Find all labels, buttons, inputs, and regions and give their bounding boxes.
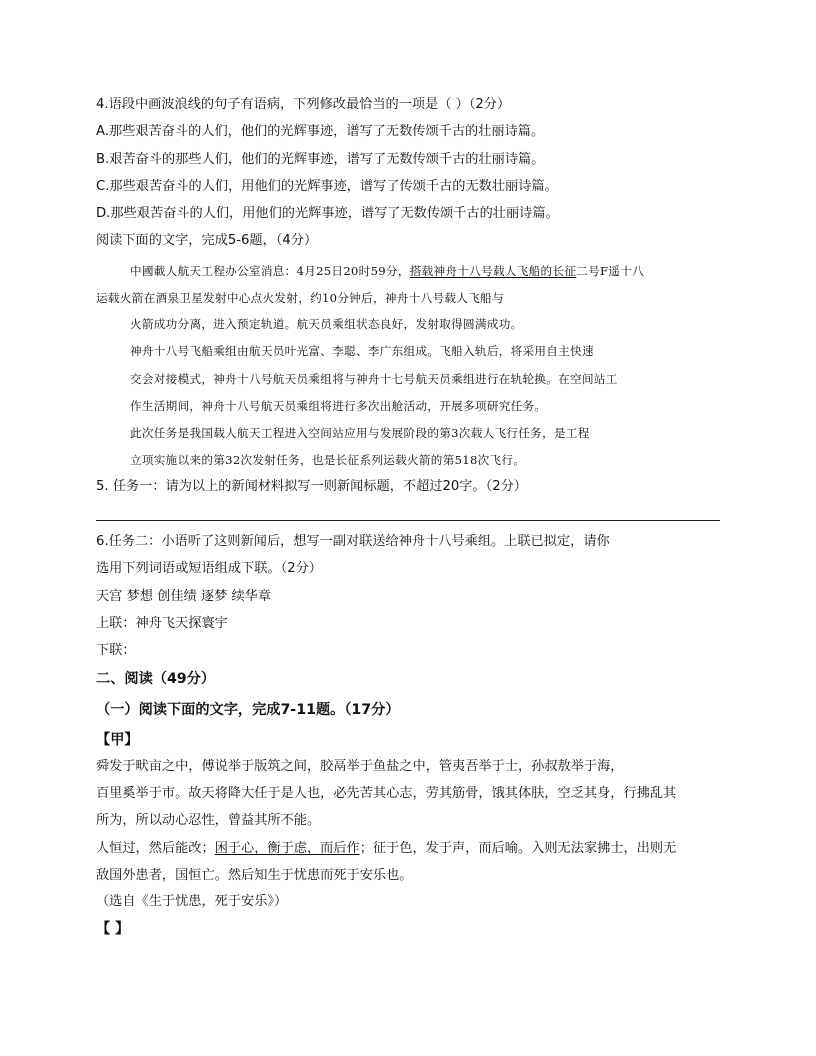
- question-5: 5. 任务一：请为以上的新闻材料拟写一则新闻标题，不超过20字。（2分）: [96, 479, 527, 494]
- news-line-2: 运载火箭在酒泉卫星发射中心点火发射，约10分钟后，神舟十八号载人飞船与: [96, 291, 504, 305]
- news-line-6: 作生活期间，神舟十八号航天员乘组将进行多次出舱活动，开展多项研究任务。: [130, 399, 547, 413]
- news-line-1-text: 中國載人航天工程办公室消息：4月25日20时59分，: [130, 264, 410, 278]
- reading-intro: 阅读下面的文字，完成5-6题，（4分）: [96, 233, 318, 248]
- news-line-1-tail: 二号F遥十八: [576, 264, 645, 278]
- news-line-7: 此次任务是我国载人航天工程进入空间站应用与发展阶段的第3次载人飞行任务，是工程: [130, 426, 590, 440]
- passage-line-4-text: 人恒过，然后能改；: [96, 841, 215, 856]
- passage-line-4: [96, 840, 676, 858]
- passage-line-3: 所为，所以动心忍性，曾益其所不能。: [96, 813, 321, 828]
- passage-jia-label: 【甲】: [96, 732, 139, 748]
- question-4-option-c: C.那些艰苦奋斗的人们，用他们的光辉事迹，谱写了传颂千古的无数壮丽诗篇。: [96, 179, 558, 194]
- passage-line-4-tail: ；征于色，发于声，而后喻。入则无法家拂士，出则无: [359, 841, 677, 856]
- upper-couplet: 上联：神舟飞天探寰宇: [96, 616, 228, 631]
- passage-yi-label: 【 】: [96, 921, 130, 937]
- passage-line-5: 敌国外患者，国恒亡。然后知生于忧患而死于安乐也。: [96, 868, 413, 883]
- passage-line-2: 百里奚举于市。故天将降大任于是人也，必先苦其心志，劳其筋骨，饿其体肤，空乏其身，行拂乱其: [96, 786, 677, 801]
- lower-couplet: 下联：: [96, 643, 136, 658]
- word-choices: 天宫 梦想 创佳绩 逐梦 续华章: [96, 589, 272, 604]
- news-line-8: 立项实施以来的第32次发射任务，也是长征系列运载火箭的第518次飞行。: [130, 453, 526, 467]
- answer-line: [96, 520, 720, 521]
- news-line-3: 火箭成功分离，进入预定轨道。航天员乘组状态良好，发射取得圆满成功。: [130, 317, 523, 331]
- section-2-title: 二、阅读（49分）: [96, 671, 216, 687]
- question-4-stem: 4.语段中画波浪线的句子有语病，下列修改最恰当的一项是（ ）（2分）: [96, 97, 511, 112]
- question-4-option-a: A.那些艰苦奋斗的人们，他们的光辉事迹，谱写了无数传颂千古的壮丽诗篇。: [96, 124, 545, 139]
- question-6-line-1: 6.任务二：小语听了这则新闻后，想写一副对联送给神舟十八号乘组。上联已拟定，请你: [96, 534, 610, 549]
- passage-source: （选自《生于忧患，死于安乐》）: [96, 894, 288, 909]
- news-line-5: 交会对接模式，神舟十八号航天员乘组将与神舟十七号航天员乘组进行在轨轮换。在空间站工: [130, 372, 618, 386]
- news-line-1: [130, 262, 644, 280]
- news-line-4: 神舟十八号飞船乘组由航天员叶光富、李聪、李广东组成。飞船入轨后，将采用自主快速: [130, 344, 594, 358]
- passage-line-1: 舜发于畎亩之中，傅说举于版筑之间，胶鬲举于鱼盐之中，管夷吾举于士，孙叔敖举于海，: [96, 759, 624, 774]
- question-4-option-b: B.艰苦奋斗的那些人们，他们的光辉事迹，谱写了无数传颂千古的壮丽诗篇。: [96, 152, 545, 167]
- question-4-option-d: D.那些艰苦奋斗的人们，用他们的光辉事迹，谱写了无数传颂千古的壮丽诗篇。: [96, 206, 559, 221]
- section-2-subtitle: （一）阅读下面的文字，完成7-11题。（17分）: [96, 702, 400, 718]
- news-underlined-phrase: 搭载神舟十八号载人飞船的长征: [409, 264, 577, 278]
- question-6-line-2: 选用下列词语或短语组成下联。（2分）: [96, 561, 322, 576]
- passage-underlined-phrase: 困于心，衡于虑，而后作: [214, 841, 360, 856]
